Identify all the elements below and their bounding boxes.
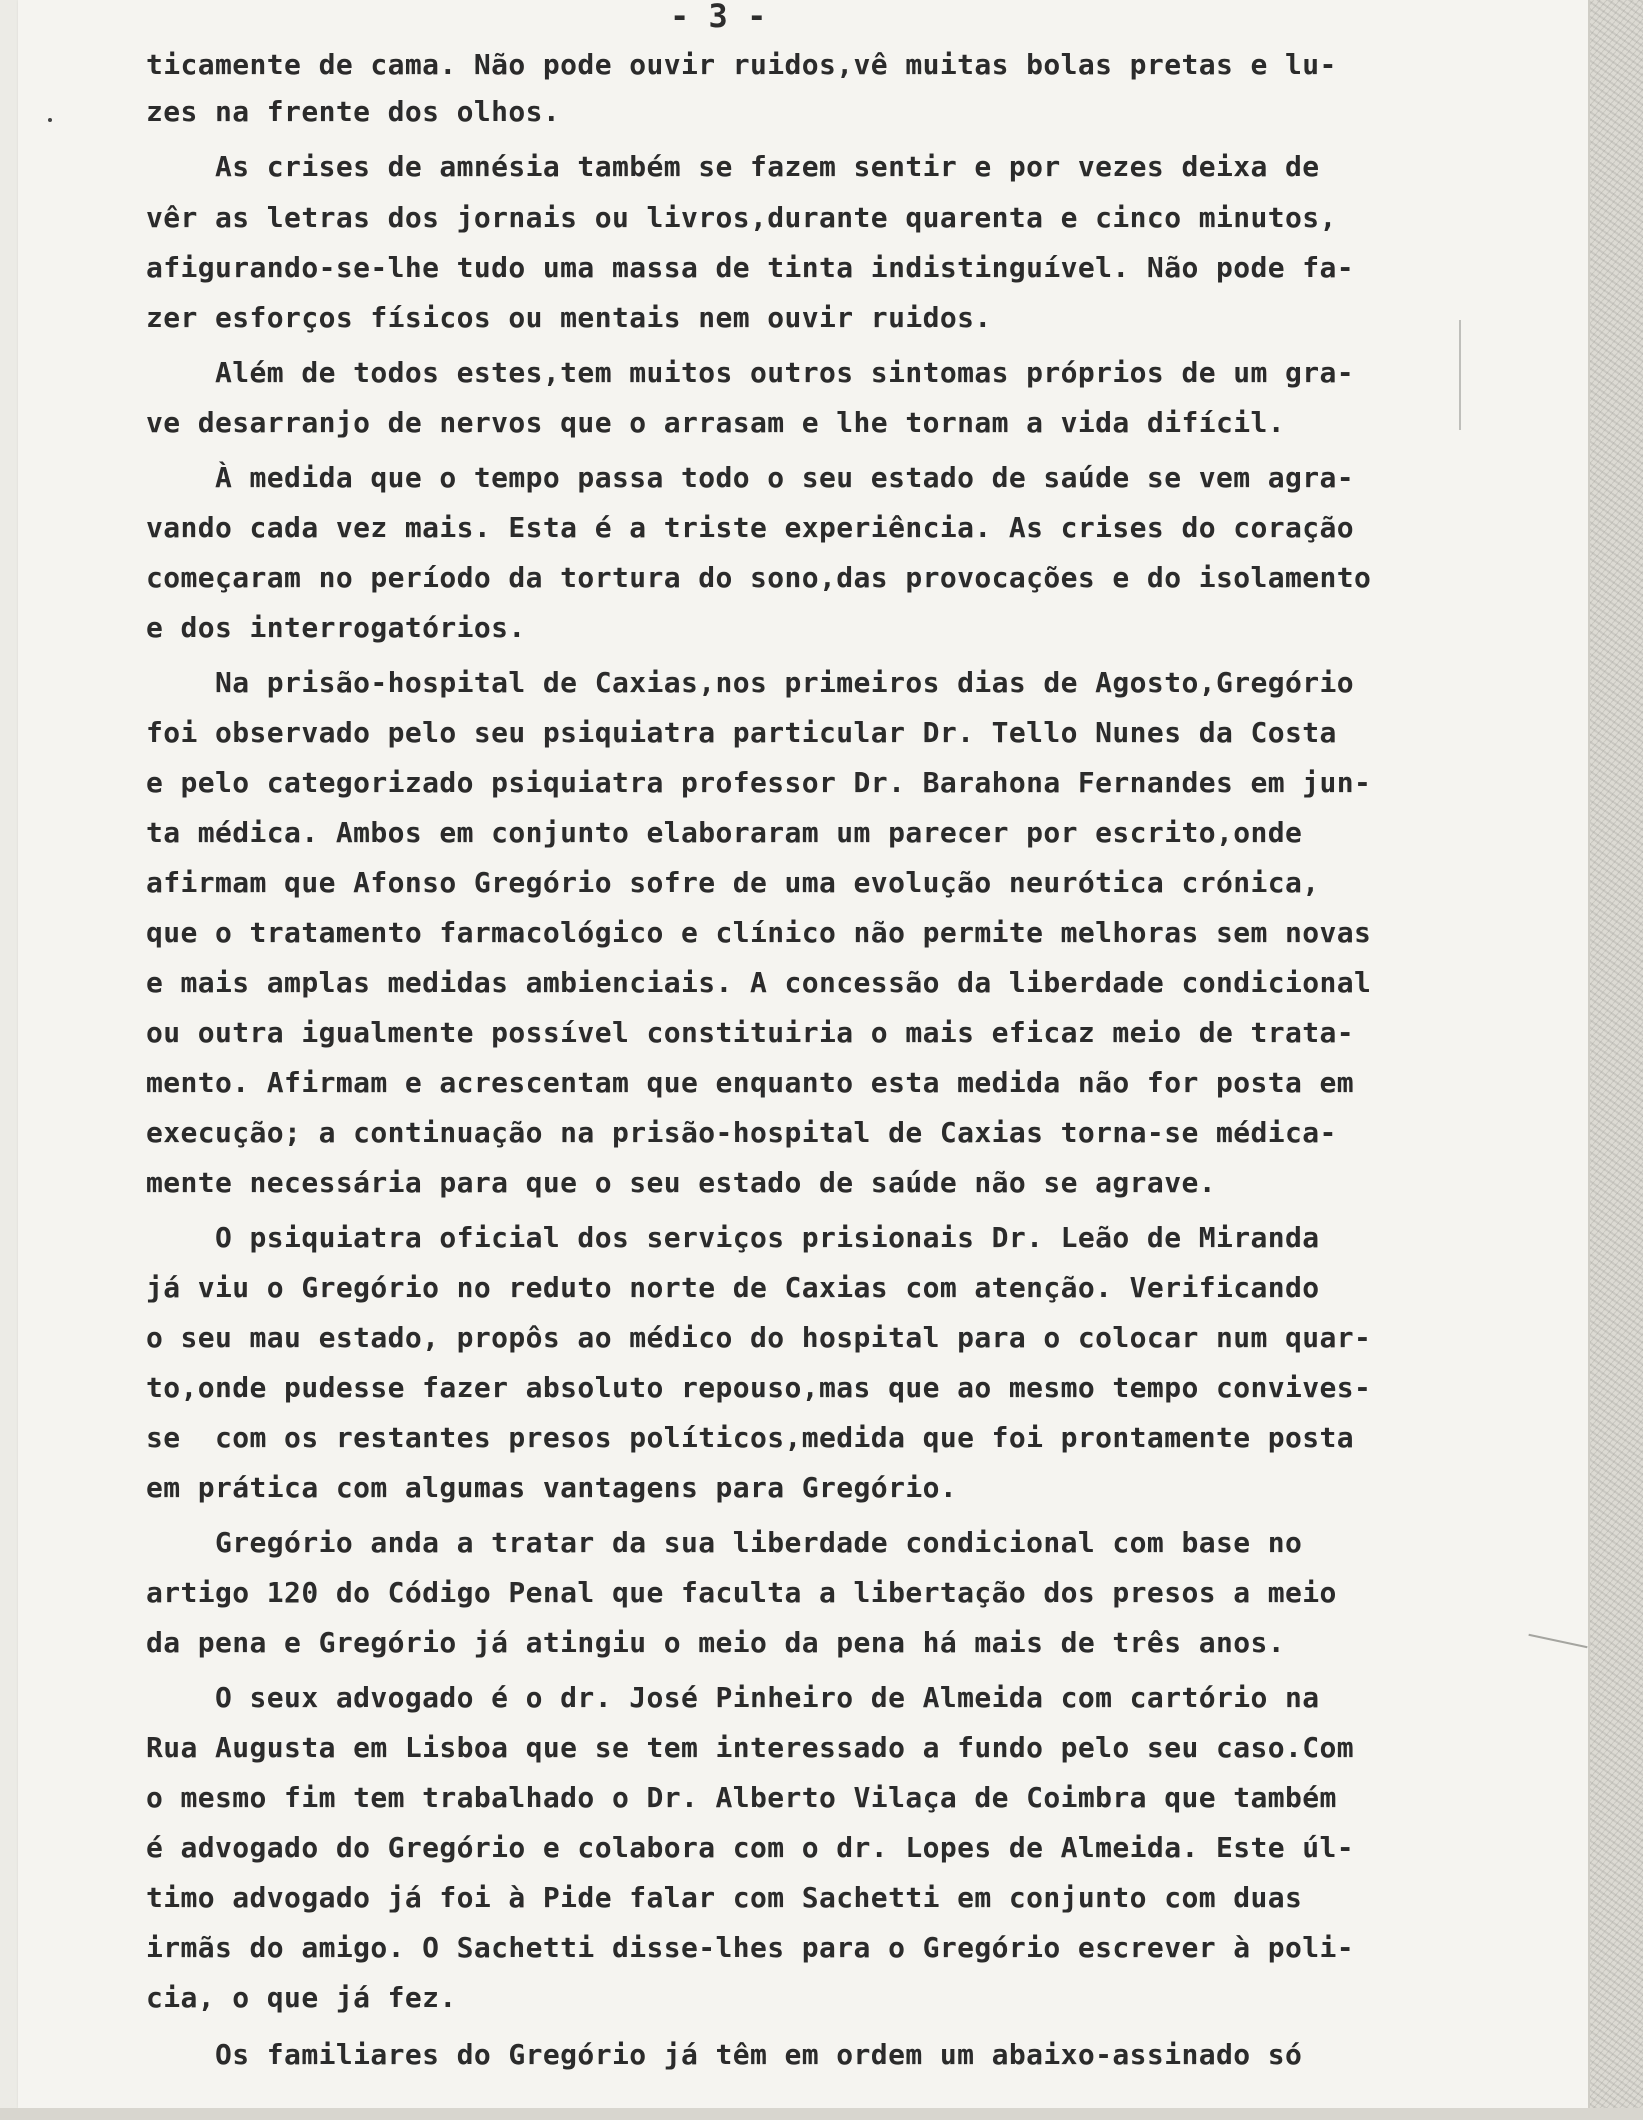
- text-line: já viu o Gregório no reduto norte de Caxias com atenção. Verificando: [146, 1271, 1320, 1304]
- page-number: - 3 -: [670, 0, 767, 35]
- text-line: vêr as letras dos jornais ou livros,durante quarenta e cinco minutos,: [146, 201, 1337, 234]
- text-line: zer esforços físicos ou mentais nem ouvir ruidos.: [146, 301, 992, 334]
- text-line: vando cada vez mais. Esta é a triste experiência. As crises do coração: [146, 511, 1355, 544]
- text-line: ve desarranjo de nervos que o arrasam e lhe tornam a vida difícil.: [146, 406, 1285, 439]
- text-line: cia, o que já fez.: [146, 1981, 457, 2014]
- scanner-bottom-edge: [0, 2108, 1643, 2120]
- text-line: ta médica. Ambos em conjunto elaboraram um parecer por escrito,onde: [146, 816, 1303, 849]
- text-line: O psiquiatra oficial dos serviços prisionais Dr. Leão de Miranda: [146, 1221, 1320, 1254]
- document-body: [146, 30, 1598, 2071]
- text-line: e dos interrogatórios.: [146, 611, 526, 644]
- pen-stroke-mark: [1459, 320, 1461, 430]
- text-line: execução; a continuação na prisão-hospital de Caxias torna-se médica-: [146, 1116, 1337, 1149]
- text-line: ticamente de cama. Não pode ouvir ruidos,vê muitas bolas pretas e lu-: [146, 48, 1337, 81]
- text-line: afigurando-se-lhe tudo uma massa de tinta indistinguível. Não pode fa-: [146, 251, 1355, 284]
- text-line: irmãs do amigo. O Sachetti disse-lhes para o Gregório escrever à poli-: [146, 1931, 1355, 1964]
- text-line: em prática com algumas vantagens para Gregório.: [146, 1471, 958, 1504]
- text-line: que o tratamento farmacológico e clínico não permite melhoras sem novas: [146, 916, 1372, 949]
- margin-dot: [48, 118, 52, 122]
- text-line: o seu mau estado, propôs ao médico do hospital para o colocar num quar-: [146, 1321, 1372, 1354]
- text-line: Os familiares do Gregório já têm em ordem um abaixo-assinado só: [146, 2038, 1303, 2071]
- text-line: As crises de amnésia também se fazem sentir e por vezes deixa de: [146, 150, 1320, 183]
- text-line: da pena e Gregório já atingiu o meio da pena há mais de três anos.: [146, 1626, 1285, 1659]
- text-line: o mesmo fim tem trabalhado o Dr. Alberto Vilaça de Coimbra que também: [146, 1781, 1337, 1814]
- text-line: é advogado do Gregório e colabora com o dr. Lopes de Almeida. Este úl-: [146, 1831, 1355, 1864]
- text-line: timo advogado já foi à Pide falar com Sachetti em conjunto com duas: [146, 1881, 1303, 1914]
- scanner-edge-noise: [1590, 0, 1643, 2120]
- text-line: afirmam que Afonso Gregório sofre de uma evolução neurótica crónica,: [146, 866, 1320, 899]
- text-line: À medida que o tempo passa todo o seu estado de saúde se vem agra-: [146, 461, 1355, 494]
- text-line: mento. Afirmam e acrescentam que enquanto esta medida não for posta em: [146, 1066, 1355, 1099]
- text-line: Gregório anda a tratar da sua liberdade condicional com base no: [146, 1526, 1303, 1559]
- text-line: Além de todos estes,tem muitos outros sintomas próprios de um gra-: [146, 356, 1355, 389]
- text-line: ou outra igualmente possível constituiria o mais eficaz meio de trata-: [146, 1016, 1355, 1049]
- pen-stroke-mark: [1528, 1634, 1587, 1648]
- text-line: Na prisão-hospital de Caxias,nos primeiros dias de Agosto,Gregório: [146, 666, 1355, 699]
- text-line: e mais amplas medidas ambienciais. A concessão da liberdade condicional: [146, 966, 1372, 999]
- typewritten-page: [18, 0, 1590, 2108]
- text-line: Rua Augusta em Lisboa que se tem interessado a fundo pelo seu caso.Com: [146, 1731, 1355, 1764]
- text-line: O seux advogado é o dr. José Pinheiro de Almeida com cartório na: [146, 1681, 1320, 1714]
- text-line: começaram no período da tortura do sono,das provocações e do isolamento: [146, 561, 1372, 594]
- text-line: to,onde pudesse fazer absoluto repouso,mas que ao mesmo tempo convives-: [146, 1371, 1372, 1404]
- text-line: zes na frente dos olhos.: [146, 95, 561, 128]
- text-line: foi observado pelo seu psiquiatra particular Dr. Tello Nunes da Costa: [146, 716, 1337, 749]
- text-line: mente necessária para que o seu estado de saúde não se agrave.: [146, 1166, 1216, 1199]
- text-line: artigo 120 do Código Penal que faculta a libertação dos presos a meio: [146, 1576, 1337, 1609]
- text-line: e pelo categorizado psiquiatra professor Dr. Barahona Fernandes em jun-: [146, 766, 1372, 799]
- text-line: se com os restantes presos políticos,medida que foi prontamente posta: [146, 1421, 1355, 1454]
